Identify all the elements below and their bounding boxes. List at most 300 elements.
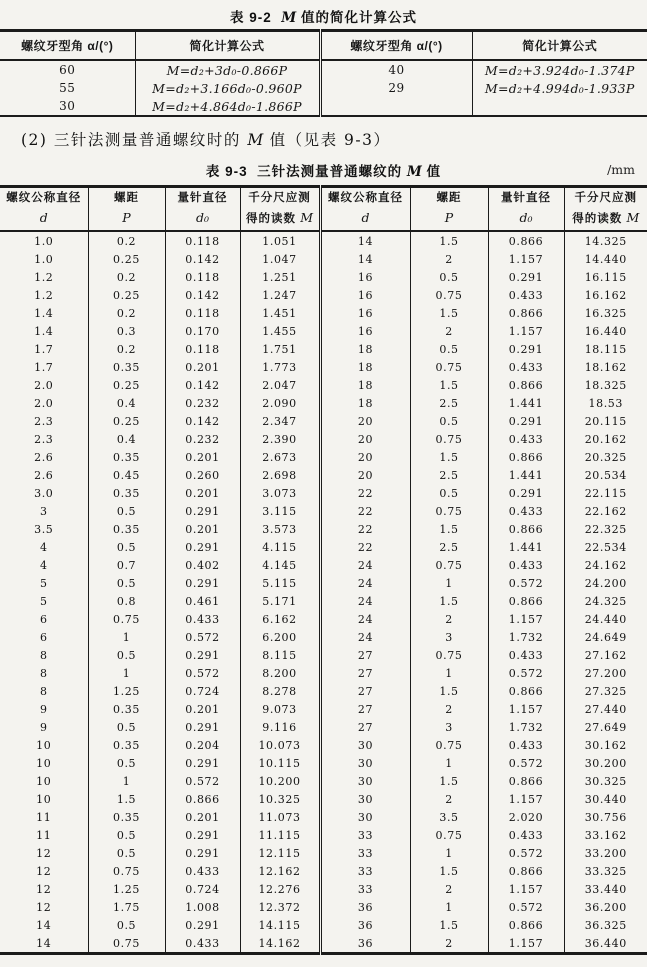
pitch-cell: 0.2 [88, 304, 165, 322]
table-row [0, 628, 647, 646]
needle-diameter-cell: 0.201 [165, 700, 240, 718]
diameter-cell: 8 [0, 646, 88, 664]
diameter-cell: 5 [0, 592, 88, 610]
reading-cell: 9.073 [240, 700, 320, 718]
pitch-cell: 0.5 [88, 916, 165, 934]
reading-cell: 12.115 [240, 844, 320, 862]
pitch-cell: 0.3 [88, 322, 165, 340]
table-row [0, 60, 647, 79]
needle-diameter-cell: 0.866 [488, 520, 564, 538]
table-row [0, 916, 647, 934]
diameter-cell: 2.3 [0, 412, 88, 430]
reading-cell: 36.325 [584, 918, 627, 932]
reading-cell: 1.251 [240, 268, 320, 286]
pitch-cell: 1.25 [88, 880, 165, 898]
reading-cell: 30.440 [584, 792, 627, 806]
table-9-2-title-text: 值的简化计算公式 [296, 10, 417, 25]
t93-header-needle-left: 量针直径 d₀ [165, 187, 240, 232]
diameter-cell: 27 [320, 700, 410, 718]
needle-diameter-cell: 0.118 [165, 304, 240, 322]
needle-diameter-cell: 0.232 [165, 394, 240, 412]
table-row [0, 358, 647, 376]
reading-cell: 4.115 [240, 538, 320, 556]
needle-diameter-cell: 0.291 [165, 718, 240, 736]
reading-cell: 1.455 [240, 322, 320, 340]
diameter-cell: 22 [320, 484, 410, 502]
pitch-cell: 0.45 [88, 466, 165, 484]
reading-cell: 1.751 [240, 340, 320, 358]
reading-cell: 30.162 [584, 738, 627, 752]
reading-cell: 24.440 [584, 612, 627, 626]
pitch-cell: 0.5 [88, 826, 165, 844]
pitch-cell: 0.5 [88, 646, 165, 664]
pitch-cell: 1.5 [88, 790, 165, 808]
diameter-cell: 22 [320, 538, 410, 556]
needle-diameter-cell: 0.291 [165, 538, 240, 556]
needle-diameter-cell: 0.118 [165, 340, 240, 358]
diameter-cell: 24 [320, 556, 410, 574]
reading-cell: 33.200 [584, 846, 627, 860]
reading-cell: 3.073 [240, 484, 320, 502]
diameter-cell: 30 [320, 808, 410, 826]
pitch-cell: 0.75 [410, 430, 488, 448]
table-row [0, 466, 647, 484]
pitch-cell: 0.25 [88, 412, 165, 430]
table-row [0, 700, 647, 718]
pitch-cell: 0.5 [88, 844, 165, 862]
needle-diameter-cell: 0.572 [488, 574, 564, 592]
reading-cell: 9.116 [240, 718, 320, 736]
pitch-cell: 1.5 [410, 304, 488, 322]
diameter-cell: 20 [320, 448, 410, 466]
reading-cell: 8.115 [240, 646, 320, 664]
reading-cell: 27.649 [584, 720, 627, 734]
pitch-cell: 0.5 [88, 538, 165, 556]
table-row [0, 484, 647, 502]
pitch-cell: 0.35 [88, 484, 165, 502]
diameter-cell: 12 [0, 880, 88, 898]
pitch-cell: 0.2 [88, 340, 165, 358]
angle-cell: 29 [320, 79, 472, 97]
table-row [0, 844, 647, 862]
pitch-cell: 0.5 [410, 484, 488, 502]
needle-diameter-cell: 0.866 [488, 772, 564, 790]
reading-cell: 10.200 [240, 772, 320, 790]
table-9-3-label: 表 9-3 [205, 164, 248, 179]
diameter-cell: 12 [0, 844, 88, 862]
diameter-cell: 8 [0, 682, 88, 700]
diameter-cell: 24 [320, 592, 410, 610]
needle-diameter-cell: 0.201 [165, 484, 240, 502]
needle-diameter-cell: 0.433 [165, 610, 240, 628]
reading-cell: 27.162 [584, 648, 627, 662]
angle-cell [320, 97, 472, 116]
reading-cell: 16.440 [584, 324, 627, 338]
reading-cell: 16.325 [584, 306, 627, 320]
needle-diameter-cell: 0.572 [488, 754, 564, 772]
needle-diameter-cell: 0.232 [165, 430, 240, 448]
pitch-cell: 3 [410, 628, 488, 646]
table-row [0, 682, 647, 700]
needle-diameter-cell: 0.866 [165, 790, 240, 808]
table-9-3-title-post: 值 [421, 164, 442, 179]
diameter-cell: 1.4 [0, 322, 88, 340]
pitch-cell: 1.5 [410, 862, 488, 880]
reading-cell: 5.171 [240, 592, 320, 610]
needle-diameter-cell: 0.433 [488, 736, 564, 754]
diameter-cell: 20 [320, 466, 410, 484]
diameter-cell: 1.2 [0, 286, 88, 304]
needle-diameter-cell: 0.866 [488, 862, 564, 880]
reading-cell: 14.440 [584, 252, 627, 266]
diameter-cell: 6 [0, 610, 88, 628]
reading-cell: 10.115 [240, 754, 320, 772]
reading-cell: 18.53 [588, 396, 623, 410]
diameter-cell: 24 [320, 628, 410, 646]
t93-header-diameter-right: 螺纹公称直径 d [320, 187, 410, 232]
t92-header-angle-right: 螺纹牙型角 α/(°) [320, 31, 472, 61]
pitch-cell: 0.5 [88, 574, 165, 592]
reading-cell: 24.325 [584, 594, 627, 608]
pitch-cell: 2.5 [410, 466, 488, 484]
needle-diameter-cell: 0.204 [165, 736, 240, 754]
reading-cell: 22.325 [584, 522, 627, 536]
diameter-cell: 12 [0, 862, 88, 880]
needle-diameter-cell: 0.291 [165, 844, 240, 862]
angle-cell: 60 [0, 60, 135, 79]
pitch-cell: 0.75 [410, 646, 488, 664]
reading-cell: 2.698 [240, 466, 320, 484]
reading-cell: 33.440 [584, 882, 627, 896]
diameter-cell: 10 [0, 736, 88, 754]
diameter-cell: 18 [320, 340, 410, 358]
t93-header-pitch-left: 螺距 P [88, 187, 165, 232]
reading-cell: 12.162 [240, 862, 320, 880]
pitch-cell: 1.5 [410, 448, 488, 466]
needle-diameter-cell: 1.157 [488, 700, 564, 718]
needle-diameter-cell: 1.441 [488, 466, 564, 484]
diameter-cell: 3 [0, 502, 88, 520]
diameter-cell: 10 [0, 772, 88, 790]
diameter-cell: 14 [0, 934, 88, 954]
diameter-cell: 36 [320, 898, 410, 916]
pitch-cell: 1.5 [410, 592, 488, 610]
diameter-cell: 30 [320, 736, 410, 754]
t93-header-reading-right: 千分尺应测 得的读数 M [564, 187, 647, 232]
pitch-cell: 1.5 [410, 231, 488, 250]
diameter-cell: 3.0 [0, 484, 88, 502]
reading-cell: 10.073 [240, 736, 320, 754]
pitch-cell: 3.5 [410, 808, 488, 826]
pitch-cell: 0.2 [88, 268, 165, 286]
pitch-cell: 0.35 [88, 808, 165, 826]
reading-cell: 20.325 [584, 450, 627, 464]
needle-diameter-cell: 0.142 [165, 286, 240, 304]
diameter-cell: 22 [320, 520, 410, 538]
diameter-cell: 2.6 [0, 466, 88, 484]
reading-cell: 6.200 [240, 628, 320, 646]
pitch-cell: 0.35 [88, 700, 165, 718]
pitch-cell: 0.25 [88, 286, 165, 304]
table-row [0, 880, 647, 898]
formula-cell [472, 97, 647, 116]
reading-cell: 33.325 [584, 864, 627, 878]
reading-cell: 20.534 [584, 468, 627, 482]
reading-cell: 3.115 [240, 502, 320, 520]
needle-diameter-cell: 0.291 [165, 916, 240, 934]
pitch-cell: 2 [410, 700, 488, 718]
diameter-cell: 1.0 [0, 231, 88, 250]
angle-cell: 55 [0, 79, 135, 97]
needle-diameter-cell: 0.433 [488, 826, 564, 844]
formula-cell: M=d₂+4.864d₀-1.866P [135, 97, 320, 116]
table-9-3-body [0, 231, 647, 954]
reading-cell: 3.573 [240, 520, 320, 538]
reading-cell: 6.162 [240, 610, 320, 628]
reading-cell: 2.347 [240, 412, 320, 430]
pitch-cell: 0.75 [410, 502, 488, 520]
diameter-cell: 33 [320, 826, 410, 844]
reading-cell: 8.278 [240, 682, 320, 700]
needle-diameter-cell: 0.118 [165, 231, 240, 250]
reading-cell: 2.390 [240, 430, 320, 448]
pitch-cell: 2 [410, 790, 488, 808]
pitch-cell: 1.75 [88, 898, 165, 916]
diameter-cell: 14 [320, 250, 410, 268]
diameter-cell: 33 [320, 862, 410, 880]
pitch-cell: 0.5 [410, 340, 488, 358]
diameter-cell: 30 [320, 754, 410, 772]
pitch-cell: 0.75 [88, 610, 165, 628]
needle-diameter-cell: 0.572 [165, 664, 240, 682]
pitch-cell: 0.5 [88, 502, 165, 520]
pitch-cell: 0.75 [410, 826, 488, 844]
table-row [0, 79, 647, 97]
needle-diameter-cell: 0.142 [165, 376, 240, 394]
pitch-cell: 0.25 [88, 376, 165, 394]
diameter-cell: 10 [0, 754, 88, 772]
diameter-cell: 6 [0, 628, 88, 646]
needle-diameter-cell: 0.866 [488, 231, 564, 250]
diameter-cell: 18 [320, 376, 410, 394]
reading-cell: 2.047 [240, 376, 320, 394]
needle-diameter-cell: 0.572 [488, 664, 564, 682]
reading-cell: 18.115 [584, 342, 627, 356]
var-d: d [361, 209, 370, 225]
paragraph-number: (2) [21, 131, 48, 149]
section-paragraph [21, 128, 391, 150]
diameter-cell: 1.2 [0, 268, 88, 286]
needle-diameter-cell: 0.572 [488, 898, 564, 916]
needle-diameter-cell: 0.291 [165, 826, 240, 844]
reading-cell: 18.162 [584, 360, 627, 374]
pitch-cell: 0.5 [88, 718, 165, 736]
diameter-cell: 8 [0, 664, 88, 682]
reading-cell: 2.090 [240, 394, 320, 412]
needle-diameter-cell: 0.866 [488, 592, 564, 610]
diameter-cell: 33 [320, 880, 410, 898]
needle-diameter-cell: 0.170 [165, 322, 240, 340]
table-row [0, 394, 647, 412]
pitch-cell: 2 [410, 610, 488, 628]
needle-diameter-cell: 0.291 [165, 502, 240, 520]
table-9-2 [0, 29, 647, 117]
table-row [0, 322, 647, 340]
table-row [0, 754, 647, 772]
table-row [0, 826, 647, 844]
reading-cell: 24.162 [584, 558, 627, 572]
reading-cell: 1.047 [240, 250, 320, 268]
needle-diameter-cell: 0.142 [165, 412, 240, 430]
reading-cell: 1.773 [240, 358, 320, 376]
reading-cell: 1.451 [240, 304, 320, 322]
reading-cell: 14.325 [584, 234, 627, 248]
reading-cell: 18.325 [584, 378, 627, 392]
table-row [0, 231, 647, 250]
diameter-cell: 36 [320, 916, 410, 934]
diameter-cell: 14 [0, 916, 88, 934]
diameter-cell: 27 [320, 682, 410, 700]
needle-diameter-cell: 0.866 [488, 916, 564, 934]
diameter-cell: 30 [320, 790, 410, 808]
pitch-cell: 2.5 [410, 538, 488, 556]
table-row [0, 664, 647, 682]
table-9-2-body [0, 60, 647, 116]
pitch-cell: 0.75 [410, 736, 488, 754]
table-row [0, 97, 647, 116]
table-header-row [0, 31, 647, 61]
needle-diameter-cell: 0.201 [165, 448, 240, 466]
formula-cell: M=d₂+3.166d₀-0.960P [135, 79, 320, 97]
pitch-cell: 1.25 [88, 682, 165, 700]
table-9-3-header [0, 187, 647, 232]
t93-header-diameter-left: 螺纹公称直径 d [0, 187, 88, 232]
needle-diameter-cell: 0.291 [488, 268, 564, 286]
reading-cell: 24.649 [584, 630, 627, 644]
needle-diameter-cell: 0.461 [165, 592, 240, 610]
pitch-cell: 2 [410, 934, 488, 954]
var-d0: d₀ [519, 209, 533, 225]
pitch-cell: 1 [88, 628, 165, 646]
var-M: M [626, 209, 640, 225]
needle-diameter-cell: 0.866 [488, 682, 564, 700]
diameter-cell: 24 [320, 574, 410, 592]
pitch-cell: 0.75 [410, 556, 488, 574]
needle-diameter-cell: 0.433 [488, 358, 564, 376]
table-row [0, 340, 647, 358]
pitch-cell: 1.5 [410, 772, 488, 790]
table-row [0, 304, 647, 322]
diameter-cell: 27 [320, 646, 410, 664]
table-9-2-title-var: M [281, 10, 297, 26]
diameter-cell: 2.6 [0, 448, 88, 466]
needle-diameter-cell: 0.291 [488, 412, 564, 430]
t92-header-formula-right: 简化计算公式 [472, 31, 647, 61]
reading-cell: 8.200 [240, 664, 320, 682]
needle-diameter-cell: 1.157 [488, 790, 564, 808]
diameter-cell: 4 [0, 556, 88, 574]
pitch-cell: 0.35 [88, 520, 165, 538]
diameter-cell: 30 [320, 772, 410, 790]
diameter-cell: 11 [0, 808, 88, 826]
table-row [0, 556, 647, 574]
pitch-cell: 0.4 [88, 394, 165, 412]
pitch-cell: 0.5 [88, 754, 165, 772]
needle-diameter-cell: 1.157 [488, 610, 564, 628]
diameter-cell: 20 [320, 412, 410, 430]
table-9-2-header [0, 31, 647, 61]
needle-diameter-cell: 0.433 [488, 286, 564, 304]
needle-diameter-cell: 0.433 [488, 502, 564, 520]
pitch-cell: 2 [410, 880, 488, 898]
diameter-cell: 14 [320, 231, 410, 250]
diameter-cell: 18 [320, 394, 410, 412]
pitch-cell: 0.5 [410, 268, 488, 286]
table-row [0, 808, 647, 826]
pitch-cell: 0.75 [410, 358, 488, 376]
diameter-cell: 3.5 [0, 520, 88, 538]
reading-cell: 27.200 [584, 666, 627, 680]
needle-diameter-cell: 1.157 [488, 322, 564, 340]
table-row [0, 538, 647, 556]
t93-header-needle-right: 量针直径 d₀ [488, 187, 564, 232]
diameter-cell: 22 [320, 502, 410, 520]
diameter-cell: 1.7 [0, 340, 88, 358]
pitch-cell: 1 [88, 664, 165, 682]
needle-diameter-cell: 0.433 [165, 862, 240, 880]
pitch-cell: 0.75 [88, 934, 165, 954]
needle-diameter-cell: 0.118 [165, 268, 240, 286]
reading-cell: 16.162 [584, 288, 627, 302]
reading-cell: 30.200 [584, 756, 627, 770]
diameter-cell: 4 [0, 538, 88, 556]
needle-diameter-cell: 0.201 [165, 520, 240, 538]
t92-header-formula-left: 简化计算公式 [135, 31, 320, 61]
table-row [0, 898, 647, 916]
pitch-cell: 1 [410, 754, 488, 772]
pitch-cell: 0.8 [88, 592, 165, 610]
pitch-cell: 1 [88, 772, 165, 790]
pitch-cell: 2 [410, 250, 488, 268]
pitch-cell: 1 [410, 844, 488, 862]
table-row [0, 574, 647, 592]
needle-diameter-cell: 1.732 [488, 718, 564, 736]
unit-label: /mm [607, 162, 635, 177]
diameter-cell: 1.7 [0, 358, 88, 376]
pitch-cell: 1.5 [410, 376, 488, 394]
diameter-cell: 10 [0, 790, 88, 808]
table-9-3-title [0, 160, 647, 180]
needle-diameter-cell: 0.291 [165, 754, 240, 772]
diameter-cell: 16 [320, 268, 410, 286]
needle-diameter-cell: 0.866 [488, 376, 564, 394]
reading-cell: 22.534 [584, 540, 627, 554]
table-row [0, 610, 647, 628]
var-P: P [444, 209, 454, 225]
needle-diameter-cell: 0.291 [488, 484, 564, 502]
needle-diameter-cell: 0.291 [165, 646, 240, 664]
table-9-3-title-var: M [406, 164, 422, 180]
diameter-cell: 1.0 [0, 250, 88, 268]
table-row [0, 502, 647, 520]
reading-cell: 5.115 [240, 574, 320, 592]
table-row [0, 646, 647, 664]
needle-diameter-cell: 0.201 [165, 808, 240, 826]
diameter-cell: 16 [320, 322, 410, 340]
table-9-3-title-pre: 三针法测量普通螺纹的 [257, 164, 407, 179]
angle-cell: 30 [0, 97, 135, 116]
diameter-cell: 27 [320, 718, 410, 736]
